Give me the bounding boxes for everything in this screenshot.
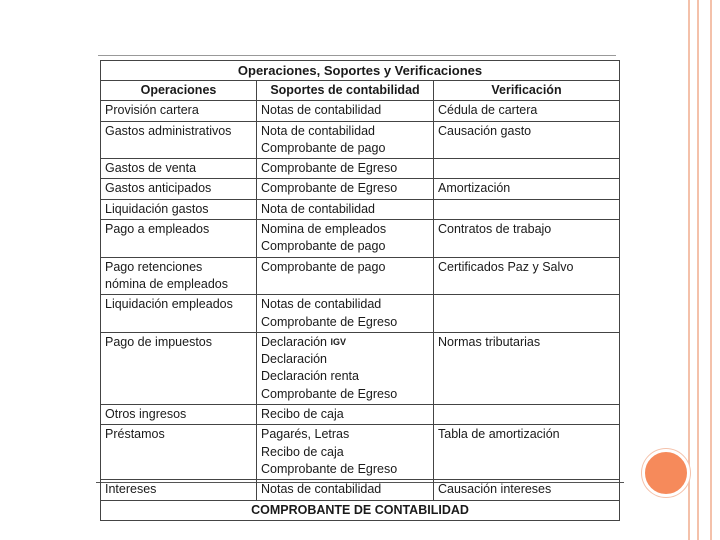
table-row [101, 179, 620, 199]
cell-soporte: Comprobante de pago [257, 257, 434, 295]
table-row [101, 159, 620, 179]
header-verificacion: Verificación [434, 81, 620, 101]
scan-edge-top [98, 55, 616, 56]
table-row [101, 332, 620, 404]
cell-operacion: Gastos anticipados [101, 179, 257, 199]
table-row [101, 121, 620, 159]
slide-border-band [688, 0, 712, 540]
cell-operacion: Otros ingresos [101, 405, 257, 425]
cell-soporte: Notas de contabilidad [257, 101, 434, 121]
operations-table [100, 60, 620, 521]
header-operaciones: Operaciones [101, 81, 257, 101]
cell-verificacion: Cédula de cartera [434, 101, 620, 121]
table-row [101, 480, 620, 500]
cell-verificacion: Causación gasto [434, 121, 620, 159]
table-row [101, 220, 620, 258]
cell-operacion: Pago retenciones nómina de empleados [101, 257, 257, 295]
cell-soporte: Recibo de caja [257, 405, 434, 425]
cell-operacion: Pago a empleados [101, 220, 257, 258]
cell-verificacion: Amortización [434, 179, 620, 199]
cell-verificacion: Normas tributarias [434, 332, 620, 404]
table-row [101, 405, 620, 425]
table-row [101, 101, 620, 121]
cell-operacion: Pago de impuestos [101, 332, 257, 404]
table-row [101, 199, 620, 219]
cell-verificacion [434, 199, 620, 219]
cell-soporte: Nota de contabilidad Comprobante de pago [257, 121, 434, 159]
cell-verificacion [434, 295, 620, 333]
cell-operacion: Intereses [101, 480, 257, 500]
cell-operacion: Provisión cartera [101, 101, 257, 121]
cell-soporte: Pagarés, Letras Recibo de caja Comprobante de Egreso [257, 425, 434, 480]
cell-soporte: Nomina de empleados Comprobante de pago [257, 220, 434, 258]
cell-soporte: Nota de contabilidad [257, 199, 434, 219]
cell-soporte: Comprobante de Egreso [257, 159, 434, 179]
cell-verificacion: Tabla de amortización [434, 425, 620, 480]
table-row [101, 425, 620, 480]
cell-soporte: Notas de contabilidad [257, 480, 434, 500]
table-footer: COMPROBANTE DE CONTABILIDAD [101, 500, 620, 520]
slide-border-line [697, 0, 699, 540]
igv-annotation: IGV [330, 336, 347, 347]
cell-verificacion: Contratos de trabajo [434, 220, 620, 258]
cell-verificacion: Certificados Paz y Salvo [434, 257, 620, 295]
header-soportes: Soportes de contabilidad [257, 81, 434, 101]
cell-operacion: Liquidación empleados [101, 295, 257, 333]
table-row [101, 295, 620, 333]
cell-operacion: Gastos administrativos [101, 121, 257, 159]
table-title: Operaciones, Soportes y Verificaciones [101, 61, 620, 81]
cell-operacion: Liquidación gastos [101, 199, 257, 219]
cell-soporte: Declaración IGV Declaración Declaración renta Comprobante de Egreso [257, 332, 434, 404]
cell-verificacion: Causación intereses [434, 480, 620, 500]
table-row [101, 257, 620, 295]
cell-soporte: Comprobante de Egreso [257, 179, 434, 199]
cell-operacion: Préstamos [101, 425, 257, 480]
cell-verificacion [434, 405, 620, 425]
cell-operacion: Gastos de venta [101, 159, 257, 179]
cell-verificacion [434, 159, 620, 179]
decorative-circle [642, 449, 690, 497]
cell-soporte: Notas de contabilidad Comprobante de Egreso [257, 295, 434, 333]
